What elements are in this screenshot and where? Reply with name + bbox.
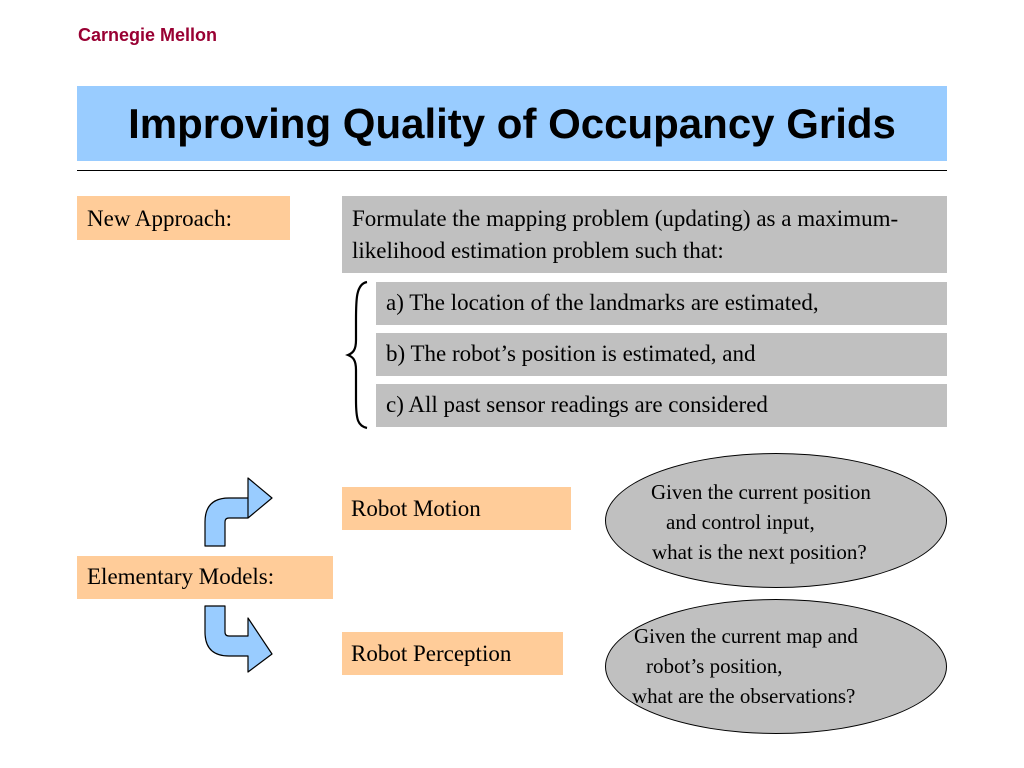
new-approach-label: New Approach: xyxy=(77,196,290,240)
perception-question-line-3: what are the observations? xyxy=(632,684,856,708)
condition-c: c) All past sensor readings are considered xyxy=(376,384,947,427)
perception-question-line-1: Given the current map and xyxy=(634,624,858,648)
slide-title: Improving Quality of Occupancy Grids xyxy=(77,86,947,161)
robot-perception-box: Robot Perception xyxy=(342,632,563,675)
perception-question-ellipse xyxy=(605,599,947,734)
bent-arrow-up-right-icon xyxy=(205,478,272,546)
condition-a: a) The location of the landmarks are estimated, xyxy=(376,282,947,325)
formulate-box: Formulate the mapping problem (updating) as a maximum-likelihood estimation problem such that: xyxy=(342,196,947,273)
bent-arrow-down-right-icon xyxy=(205,606,272,672)
elementary-models-label: Elementary Models: xyxy=(77,556,333,599)
motion-question-line-2: and control input, xyxy=(666,510,815,534)
robot-motion-box: Robot Motion xyxy=(342,487,571,530)
org-name: Carnegie Mellon xyxy=(78,25,218,45)
motion-question-ellipse xyxy=(605,453,947,588)
perception-question-line-2: robot’s position, xyxy=(646,654,783,678)
motion-question-line-1: Given the current position xyxy=(651,480,871,504)
motion-question-line-3: what is the next position? xyxy=(652,540,867,564)
condition-b: b) The robot’s position is estimated, and xyxy=(376,333,947,376)
